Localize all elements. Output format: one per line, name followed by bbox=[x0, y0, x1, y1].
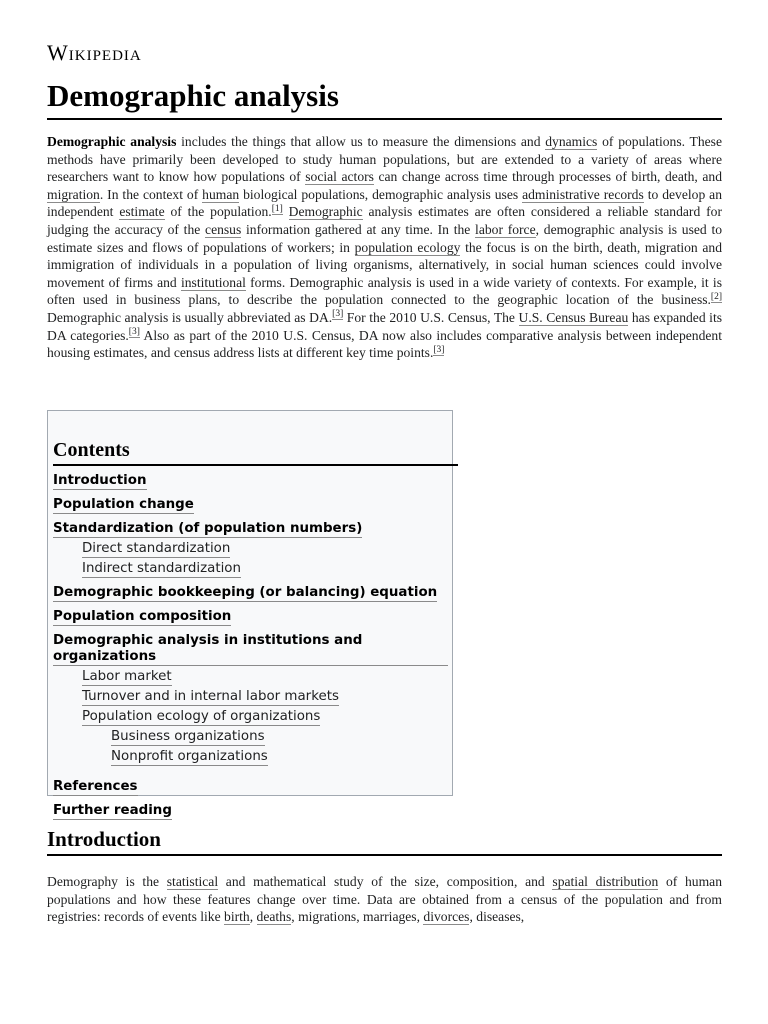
toc-list bbox=[53, 473, 448, 820]
citation-link-3[interactable]: [3] bbox=[128, 327, 140, 337]
citation-link-3[interactable]: [3] bbox=[433, 344, 445, 355]
lead-text: For the 2010 U.S. Census, The bbox=[343, 309, 519, 325]
toc-link-direct-standardization[interactable]: Direct standardization bbox=[82, 541, 231, 556]
lead-text: can change across time through processes of birth, death, and bbox=[373, 169, 722, 185]
lead-text: Demographic analysis is usually abbreviated as DA. bbox=[47, 309, 333, 325]
lead-text bbox=[283, 204, 289, 219]
toc-item bbox=[53, 633, 448, 666]
table-of-contents bbox=[47, 410, 453, 818]
link-administrative-records[interactable]: administrative records bbox=[522, 186, 644, 202]
section-heading-introduction: Introduction bbox=[47, 826, 722, 856]
toc-item bbox=[53, 497, 448, 514]
toc-link-business-organizations[interactable]: Business organizations bbox=[111, 729, 265, 744]
toc-item bbox=[53, 585, 448, 602]
toc-link-standardization[interactable]: Standardization (of population numbers) bbox=[53, 521, 363, 536]
citation-link-3[interactable]: [3] bbox=[332, 309, 344, 320]
link-spatial-distribution[interactable]: spatial distribution bbox=[552, 874, 659, 889]
link-dynamics[interactable]: dynamics bbox=[545, 134, 598, 149]
citation-link-2[interactable]: [2] bbox=[710, 291, 722, 302]
toc-link-indirect-standardization[interactable]: Indirect standardization bbox=[82, 561, 241, 576]
lead-text: includes the things that allow us to measure the dimensions and bbox=[176, 134, 546, 149]
intro-text: , migrations, marriages, bbox=[291, 909, 424, 925]
citation-ref bbox=[711, 292, 722, 303]
toc-link-labor-market[interactable]: Labor market bbox=[82, 669, 172, 684]
link-estimate[interactable]: estimate bbox=[119, 204, 165, 220]
link-population-ecology[interactable]: population ecology bbox=[354, 239, 461, 255]
introduction-paragraph bbox=[47, 873, 722, 926]
toc-subitem bbox=[82, 669, 448, 686]
toc-item bbox=[53, 521, 448, 538]
toc-subsubitem bbox=[111, 749, 448, 766]
wikipedia-wordmark[interactable]: Wikipedia bbox=[47, 40, 142, 65]
toc-link-references[interactable]: References bbox=[53, 779, 138, 794]
toc-link-introduction[interactable]: Introduction bbox=[53, 473, 147, 488]
toc-title: Contents bbox=[53, 437, 458, 466]
toc-subitem bbox=[82, 689, 448, 706]
link-us-census-bureau[interactable]: U.S. Census Bureau bbox=[518, 309, 629, 325]
intro-text: and mathematical study of the size, composition, and bbox=[218, 874, 553, 889]
toc-item bbox=[53, 779, 448, 796]
citation-ref bbox=[129, 327, 140, 338]
lead-text: forms. Demographic analysis is used in a wide variety of contexts. For example, it is often used in business plans, to describe the population connected to the geographic location of the business. bbox=[47, 274, 722, 308]
citation-ref bbox=[433, 345, 444, 356]
link-census[interactable]: census bbox=[205, 221, 242, 237]
toc-item bbox=[53, 609, 448, 626]
lead-text: biological populations, demographic analysis uses bbox=[239, 186, 523, 202]
link-birth[interactable]: birth bbox=[224, 909, 250, 925]
toc-link-nonprofit-organizations[interactable]: Nonprofit organizations bbox=[111, 749, 268, 764]
link-divorces[interactable]: divorces bbox=[423, 909, 470, 925]
link-statistical[interactable]: statistical bbox=[166, 874, 219, 889]
citation-ref bbox=[272, 204, 283, 215]
citation-ref bbox=[332, 309, 343, 320]
toc-link-turnover[interactable]: Turnover and in internal labor markets bbox=[82, 689, 339, 704]
toc-subitem bbox=[82, 541, 448, 558]
page-title: Demographic analysis bbox=[47, 78, 722, 120]
link-human[interactable]: human bbox=[202, 186, 240, 202]
toc-link-bookkeeping-equation[interactable]: Demographic bookkeeping (or balancing) equation bbox=[53, 585, 438, 600]
intro-text: of human populations and how these features change over time. Data are obtained from a census of the population and from registries: records of events like bbox=[47, 874, 723, 925]
lead-text: . In the context of bbox=[99, 186, 203, 202]
lead-text: information gathered at any time. In the bbox=[241, 221, 476, 237]
link-labor-force[interactable]: labor force bbox=[475, 221, 536, 237]
citation-link-1[interactable]: [1] bbox=[271, 203, 283, 214]
toc-item bbox=[53, 803, 448, 820]
toc-link-institutions-organizations[interactable]: Demographic analysis in institutions and organizations bbox=[53, 633, 448, 666]
lead-text: has expanded its DA categories. bbox=[47, 309, 723, 343]
lead-text: the focus is on the birth, death, migration and immigration of individuals in a population of living organisms, alternatively, in social human sciences could involve movement of firms and bbox=[47, 239, 722, 290]
intro-text: Demography is the bbox=[47, 874, 167, 889]
lead-text: Also as part of the 2010 U.S. Census, DA now also includes comparative analysis between independent housing estimates, and census address lists at different key time points. bbox=[47, 327, 722, 361]
toc-link-population-composition[interactable]: Population composition bbox=[53, 609, 232, 624]
toc-item bbox=[53, 473, 448, 490]
toc-link-population-ecology-orgs[interactable]: Population ecology of organizations bbox=[82, 709, 321, 724]
link-deaths[interactable]: deaths bbox=[256, 909, 292, 925]
intro-text: , bbox=[249, 909, 257, 925]
link-migration[interactable]: migration bbox=[47, 186, 100, 202]
toc-subitem bbox=[82, 561, 448, 578]
link-social-actors[interactable]: social actors bbox=[305, 169, 374, 185]
lead-text: analysis estimates are often considered a reliable standard for judging the accuracy of the bbox=[47, 204, 722, 237]
lead-bold-term: Demographic analysis bbox=[47, 134, 177, 149]
lead-text: , demographic analysis is used to estimate sizes and flows of populations of workers; in bbox=[47, 221, 723, 255]
toc-link-population-change[interactable]: Population change bbox=[53, 497, 194, 512]
lead-text: of populations. These methods have primarily been developed to study human populations, but are extended to a variety of areas where researchers want to know how populations of bbox=[47, 134, 722, 185]
lead-text: of the population. bbox=[164, 204, 272, 220]
toc-subsubitem bbox=[111, 729, 448, 746]
link-institutional[interactable]: institutional bbox=[180, 274, 246, 290]
lead-text: to develop an independent bbox=[47, 186, 722, 220]
intro-text: , diseases, bbox=[469, 909, 525, 925]
lead-paragraph bbox=[47, 133, 722, 362]
toc-link-further-reading[interactable]: Further reading bbox=[53, 803, 172, 818]
toc-subitem bbox=[82, 709, 448, 726]
link-demographic[interactable]: Demographic bbox=[288, 204, 363, 220]
